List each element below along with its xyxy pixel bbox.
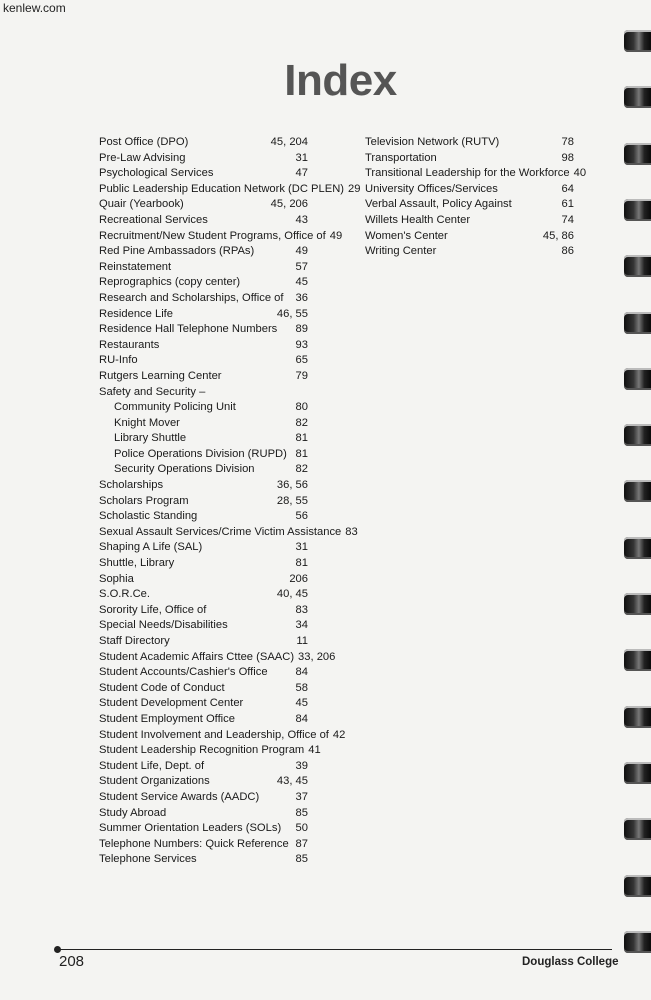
index-entry — [99, 712, 308, 728]
index-entry — [99, 135, 308, 151]
index-entry — [99, 806, 308, 822]
index-entry-label: Study Abroad — [99, 806, 167, 819]
index-entry — [99, 509, 308, 525]
spiral-coil — [624, 649, 651, 671]
index-entry — [99, 353, 308, 369]
index-entry-pages: 57 — [295, 260, 308, 273]
index-entry-label: University Offices/Services — [365, 182, 498, 195]
index-entry — [99, 540, 308, 556]
index-entry — [99, 416, 308, 432]
index-entry-label: Sophia — [99, 572, 134, 585]
index-entry — [99, 696, 308, 712]
index-entry-pages: 45 — [295, 276, 308, 289]
index-column-right — [365, 135, 587, 260]
spiral-coil — [624, 30, 651, 52]
spiral-coil — [624, 143, 651, 165]
index-entry-pages: 45 — [295, 697, 308, 710]
index-entry-label: Pre-Law Advising — [99, 151, 186, 164]
index-entry — [99, 229, 343, 245]
index-entry-label: Student Service Awards (AADC) — [99, 790, 260, 803]
index-entry — [99, 447, 308, 463]
spiral-coil — [624, 480, 651, 502]
index-entry-pages: 61 — [561, 198, 574, 211]
index-entry-label: Telephone Numbers: Quick Reference — [99, 837, 289, 850]
index-entry-pages: 83 — [345, 525, 358, 538]
index-entry-label: Staff Directory — [99, 635, 170, 647]
index-entry-label: Transitional Leadership for the Workforce — [365, 167, 570, 180]
index-entry — [365, 135, 574, 151]
index-entry-label: Student Employment Office — [99, 712, 235, 725]
index-entry — [99, 291, 308, 307]
index-entry — [99, 322, 308, 338]
index-entry — [99, 728, 346, 744]
index-entry-label: Library Shuttle — [114, 432, 187, 445]
index-entry-label: Shuttle, Library — [99, 557, 175, 570]
index-entry-pages: 89 — [295, 323, 308, 336]
index-entry — [99, 665, 308, 681]
index-entry-pages: 56 — [295, 510, 308, 523]
index-entry-label: Student Code of Conduct — [99, 681, 225, 694]
index-entry-pages: 46, 55 — [276, 307, 308, 320]
index-entry-pages: 84 — [295, 666, 308, 679]
index-entry-label: Scholarships — [99, 479, 164, 492]
index-entry-label: Residence Hall Telephone Numbers — [99, 323, 278, 336]
index-entry — [99, 260, 308, 276]
index-entry — [99, 166, 308, 182]
index-entry — [99, 681, 308, 697]
index-entry — [99, 494, 308, 510]
index-entry-label: Community Policing Unit — [114, 401, 236, 414]
spiral-coil — [624, 199, 651, 221]
index-entry-pages: 40, 45 — [276, 588, 308, 601]
index-entry-label: S.O.R.Ce. — [99, 588, 150, 601]
index-entry — [365, 244, 574, 260]
index-entry-pages: 43 — [295, 213, 308, 226]
index-entry — [99, 821, 308, 837]
index-entry — [99, 790, 308, 806]
index-entry — [99, 307, 308, 323]
index-entry-label: Research and Scholarships, Office of — [99, 291, 284, 304]
spiral-coil — [624, 762, 651, 784]
index-entry-label: Shaping A Life (SAL) — [99, 541, 203, 554]
index-entry — [99, 759, 308, 775]
index-entry-label: Restaurants — [99, 338, 160, 351]
index-entry — [99, 572, 308, 588]
spiral-coil — [624, 86, 651, 108]
index-entry-pages: 45, 86 — [542, 229, 574, 242]
index-entry-pages: 81 — [295, 432, 308, 445]
index-entry-pages: 64 — [561, 182, 574, 195]
index-entry — [99, 213, 308, 229]
index-entry-label: Sexual Assault Services/Crime Victim Assistance — [99, 525, 342, 538]
index-column-left — [99, 135, 361, 868]
index-entry — [99, 151, 308, 167]
index-entry-label: Residence Life — [99, 307, 174, 320]
index-entry-pages: 31 — [295, 151, 308, 164]
index-entry — [365, 213, 574, 229]
index-entry — [99, 400, 308, 416]
index-entry-label: Sorority Life, Office of — [99, 603, 207, 616]
index-entry-pages: 28, 55 — [276, 494, 308, 507]
index-entry-pages: 74 — [561, 213, 574, 226]
index-entry — [99, 478, 308, 494]
index-entry-pages: 47 — [295, 167, 308, 180]
index-entry-label: Summer Orientation Leaders (SOLs) — [99, 822, 282, 835]
index-entry-label: Television Network (RUTV) — [365, 136, 500, 148]
index-entry-pages: 40 — [573, 167, 587, 180]
index-entry — [365, 151, 574, 167]
index-entry-pages: 42 — [332, 728, 346, 741]
index-entry-pages: 79 — [295, 369, 308, 382]
index-entry-label: Student Involvement and Leadership, Office of — [99, 728, 329, 741]
index-entry-pages: 81 — [295, 447, 308, 460]
index-entry-pages: 49 — [329, 229, 343, 242]
index-entry — [365, 229, 574, 245]
index-entry — [99, 743, 321, 759]
index-entry-pages: 206 — [289, 572, 308, 585]
index-entry-label: Rutgers Learning Center — [99, 369, 222, 382]
spiral-binding — [624, 30, 651, 970]
index-entry-pages: 58 — [295, 681, 308, 694]
index-entry — [99, 774, 308, 790]
index-entry-label: Quair (Yearbook) — [99, 198, 184, 211]
index-entry-label: Police Operations Division (RUPD) — [114, 447, 287, 460]
page-title: Index — [284, 56, 397, 105]
index-entry-pages: 36 — [295, 291, 308, 304]
index-entry-label: Red Pine Ambassadors (RPAs) — [99, 245, 255, 258]
index-entry-label: Reprographics (copy center) — [99, 276, 241, 289]
index-entry-label: Student Development Center — [99, 697, 244, 710]
index-entry-pages: 37 — [295, 790, 308, 803]
index-entry — [99, 462, 308, 478]
index-entry-pages: 93 — [295, 338, 308, 351]
index-entry — [99, 431, 308, 447]
spiral-coil — [624, 424, 651, 446]
index-entry-pages: 83 — [295, 603, 308, 616]
watermark-text: kenlew.com — [3, 1, 66, 15]
index-entry-label: Security Operations Division — [114, 463, 255, 476]
index-entry-label: Reinstatement — [99, 260, 172, 273]
index-entry-pages: 87 — [295, 837, 308, 850]
index-entry-pages: 86 — [561, 245, 574, 258]
index-entry — [99, 244, 308, 260]
college-name: Douglass College — [522, 956, 619, 968]
index-entry-pages: 41 — [308, 744, 321, 757]
index-entry-label: Women's Center — [365, 229, 448, 242]
index-entry-pages: 31 — [295, 541, 308, 554]
index-entry-pages — [304, 385, 308, 401]
index-entry-label: Recreational Services — [99, 213, 208, 226]
index-entry-label: Student Organizations — [99, 775, 210, 788]
index-entry-pages: 39 — [295, 759, 308, 772]
index-entry-label: Student Life, Dept. of — [99, 759, 205, 772]
index-entry — [99, 650, 336, 666]
index-entry — [99, 275, 308, 291]
index-entry-pages: 45, 206 — [270, 198, 308, 211]
index-entry-pages: 85 — [295, 853, 308, 866]
index-entry-pages: 34 — [295, 619, 308, 632]
index-entry-pages: 65 — [295, 354, 308, 367]
spiral-coil — [624, 818, 651, 840]
index-entry-label: Scholars Program — [99, 494, 189, 507]
index-entry-pages: 50 — [295, 822, 308, 835]
spiral-coil — [624, 368, 651, 390]
footer-rule — [57, 949, 612, 950]
index-entry — [365, 197, 574, 213]
index-entry-pages: 11 — [296, 635, 308, 647]
spiral-coil — [624, 537, 651, 559]
index-entry — [99, 556, 308, 572]
spiral-coil — [624, 312, 651, 334]
index-entry-pages: 81 — [295, 557, 308, 570]
index-entry — [99, 603, 308, 619]
index-entry-label: Scholastic Standing — [99, 510, 198, 523]
index-entry-label: Special Needs/Disabilities — [99, 619, 228, 632]
index-entry-label: Telephone Services — [99, 853, 197, 866]
index-entry-label: Student Accounts/Cashier's Office — [99, 666, 268, 679]
spiral-coil — [624, 931, 651, 953]
index-entry-pages: 45, 204 — [270, 136, 308, 148]
index-entry-label: Student Leadership Recognition Program — [99, 744, 305, 757]
index-entry — [99, 587, 308, 603]
spiral-coil — [624, 255, 651, 277]
index-entry — [99, 525, 358, 541]
index-entry-pages: 29 — [348, 182, 361, 195]
index-entry-pages: 82 — [295, 463, 308, 476]
index-entry-label: Public Leadership Education Network (DC PLEN) — [99, 182, 344, 195]
index-entry-pages: 36, 56 — [276, 479, 308, 492]
index-entry — [99, 852, 308, 868]
index-entry — [99, 634, 308, 650]
index-entry-pages: 33, 206 — [298, 650, 336, 663]
index-entry-label: Verbal Assault, Policy Against — [365, 198, 512, 211]
index-entry-pages: 98 — [561, 151, 574, 164]
page-number: 208 — [59, 953, 85, 970]
index-entry — [99, 338, 308, 354]
index-entry — [99, 369, 308, 385]
index-entry-pages: 80 — [295, 401, 308, 414]
spiral-coil — [624, 875, 651, 897]
index-entry-label: Writing Center — [365, 245, 437, 258]
index-entry-label: Student Academic Affairs Cttee (SAAC) — [99, 650, 295, 663]
index-entry-pages: 49 — [295, 245, 308, 258]
index-entry-pages: 84 — [295, 712, 308, 725]
index-entry-pages: 82 — [295, 416, 308, 429]
index-entry — [99, 197, 308, 213]
index-entry — [99, 182, 361, 198]
index-entry-pages: 85 — [295, 806, 308, 819]
index-entry-label: Transportation — [365, 151, 437, 164]
index-entry-pages: 78 — [561, 136, 574, 148]
index-entry-pages: 43, 45 — [276, 775, 308, 788]
index-entry — [99, 837, 308, 853]
index-entry-label: RU-Info — [99, 354, 138, 367]
spiral-coil — [624, 593, 651, 615]
spiral-coil — [624, 706, 651, 728]
index-entry — [365, 166, 587, 182]
index-entry-label: Willets Health Center — [365, 213, 471, 226]
index-entry-label: Psychological Services — [99, 167, 214, 180]
index-entry-label: Recruitment/New Student Programs, Office of — [99, 229, 326, 242]
index-entry-label: Knight Mover — [114, 416, 180, 429]
index-entry-label: Post Office (DPO) — [99, 136, 189, 148]
index-entry-label: Safety and Security – — [99, 385, 206, 398]
index-entry — [365, 182, 574, 198]
index-entry — [99, 385, 308, 401]
index-entry — [99, 618, 308, 634]
